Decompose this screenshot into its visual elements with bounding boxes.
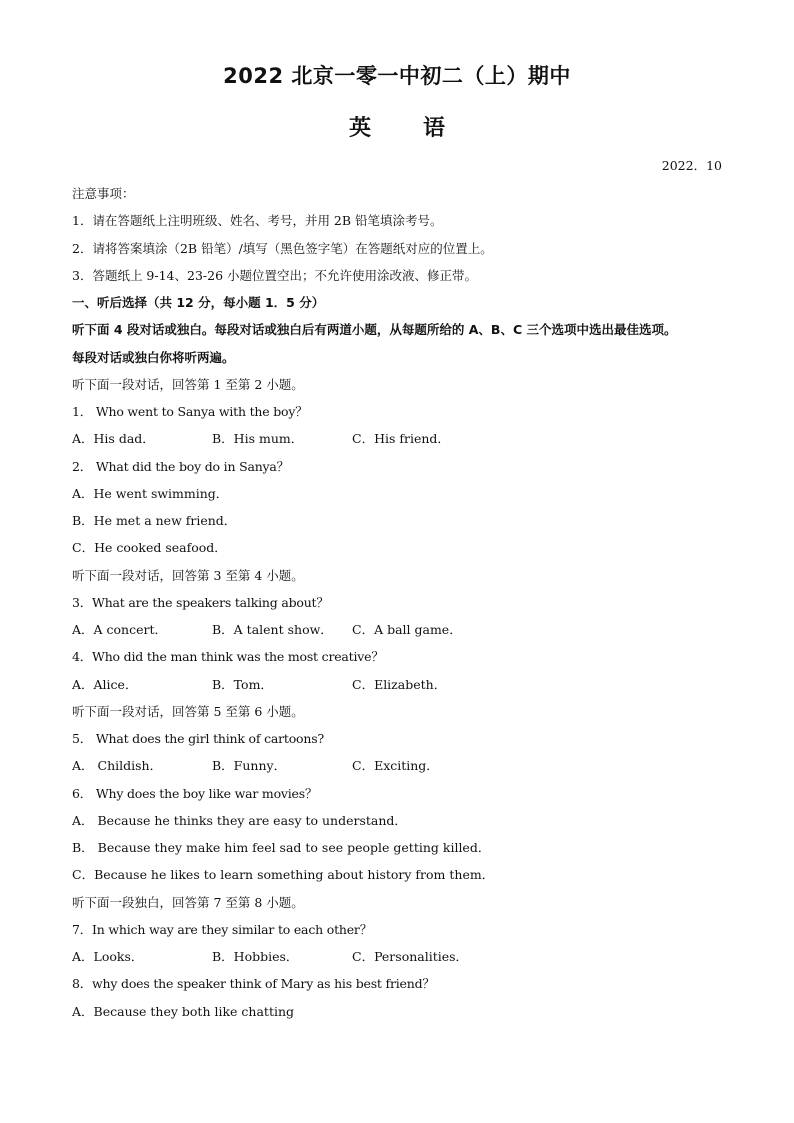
question-6-option-c: C．Because he likes to learn something about history from them． [72, 867, 495, 883]
question-3-stem: 3．What are the speakers talking about？ [72, 594, 329, 610]
question-1-stem: 1． Who went to Sanya with the boy？ [72, 404, 308, 419]
subject-title [0, 111, 794, 142]
question-2-option-c: C．He cooked seafood． [72, 540, 227, 556]
question-3-option-b: B．A talent show． [212, 622, 333, 637]
question-4-options [72, 671, 732, 698]
question-7-options [72, 943, 732, 970]
question-5-options [72, 752, 732, 779]
question-1-option-c: C．His friend． [352, 431, 450, 447]
question-7-stem: 7．In which way are they similar to each other？ [72, 921, 373, 937]
subject-char-2: 语 [423, 116, 446, 141]
part-intro-3: 听下面一段对话，回答第 5 至第 6 小题。 [72, 703, 304, 719]
question-2-option-a: A．He went swimming． [72, 485, 229, 501]
question-6-option-b: B． Because they make him feel sad to see people getting killed． [72, 840, 491, 855]
question-3-option-a: A．A concert． [72, 622, 168, 637]
question-6-option-a: A． Because he thinks they are easy to understand． [72, 812, 407, 828]
page-title: 2022 北京一零一中初二（上）期中 [223, 64, 571, 88]
question-8-stem: 8．why does the speaker think of Mary as his best friend？ [72, 976, 435, 992]
notice-item-2: 2．请将答案填涂（2B 铅笔）/填写（黑色签字笔）在答题纸对应的位置上。 [72, 240, 493, 256]
subject-char-1: 英 [348, 116, 371, 141]
question-3-options [72, 616, 732, 643]
notice-heading: 注意事项： [72, 186, 135, 201]
section-instruction-1: 听下面 4 段对话或独白。每段对话或独白后有两道小题，从每题所给的 A、B、C 三个选项中选出最佳选项。 [72, 322, 677, 338]
question-3-option-c: C．A ball game． [352, 622, 462, 637]
question-4-option-a: A．Alice． [72, 676, 138, 692]
question-1-option-b: B．His mum． [212, 431, 304, 447]
question-5-option-a: A． Childish． [72, 758, 163, 774]
part-intro-4: 听下面一段独白，回答第 7 至第 8 小题。 [72, 894, 304, 910]
question-8-option-a: A．Because they both like chatting [72, 1003, 295, 1019]
notice-item-1: 1．请在答题纸上注明班级、姓名、考号，并用 2B 铅笔填涂考号。 [72, 213, 443, 229]
question-7-option-c: C．Personalities． [352, 949, 469, 964]
question-2-stem: 2． What did the boy do in Sanya？ [72, 458, 289, 474]
section-heading: 一、听后选择（共 12 分，每小题 1．5 分） [72, 295, 325, 310]
question-4-option-c: C．Elizabeth． [352, 676, 447, 692]
part-intro-1: 听下面一段对话，回答第 1 至第 2 小题。 [72, 376, 304, 392]
exam-date: 2022．10 [661, 158, 722, 173]
question-4-stem: 4．Who did the man think was the most creative？ [72, 649, 384, 665]
question-2-option-b: B．He met a new friend． [72, 513, 237, 528]
question-5-stem: 5． What does the girl think of cartoons? [72, 731, 324, 746]
notice-item-3: 3．答题纸上 9-14、23-26 小题位置空出；不允许使用涂改液、修正带。 [72, 267, 478, 283]
question-1-options [72, 425, 732, 452]
question-1-option-a: A．His dad． [72, 431, 155, 447]
part-intro-2: 听下面一段对话，回答第 3 至第 4 小题。 [72, 567, 304, 583]
section-instruction-2: 每段对话或独白你将听两遍。 [72, 349, 235, 365]
question-7-option-a: A．Looks． [72, 949, 144, 964]
question-4-option-b: B．Tom． [212, 676, 273, 692]
question-6-stem: 6． Why does the boy like war movies？ [72, 785, 318, 801]
exam-body [72, 180, 732, 1025]
question-5-option-c: C．Exciting． [352, 758, 439, 774]
question-7-option-b: B．Hobbies． [212, 949, 299, 964]
question-5-option-b: B．Funny． [212, 758, 287, 774]
